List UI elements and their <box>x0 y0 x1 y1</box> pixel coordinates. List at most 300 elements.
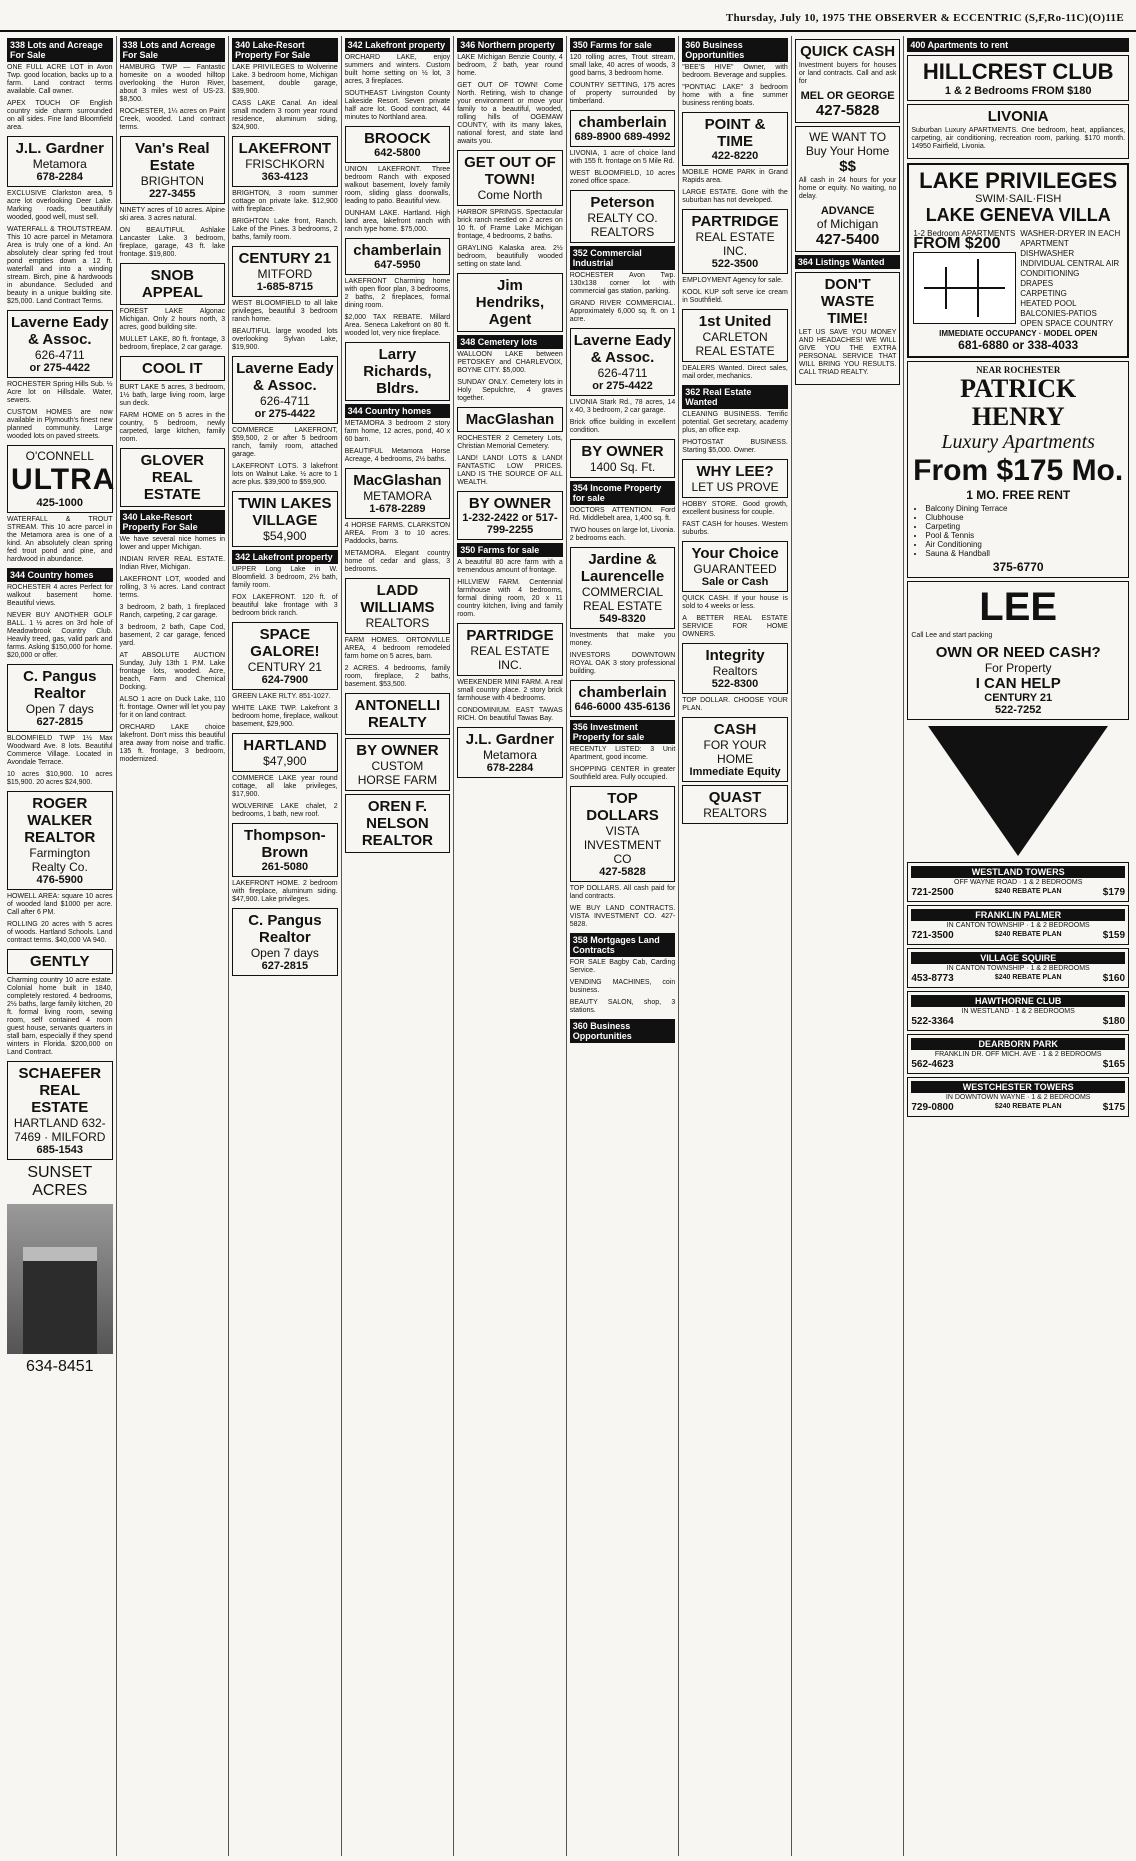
location-map <box>913 252 1016 324</box>
sign-line-1: chamberlain <box>353 242 442 259</box>
classified-ad: FARM HOMES. ORTONVILLE AREA, 4 bedroom remodeled farm home on 5 acres, barn. <box>344 637 451 660</box>
realtor-sign <box>345 342 451 401</box>
realtor-sign <box>120 448 226 507</box>
classified-ad: LAKE Michigan Benzie County, 4 bedroom, 2 bath, year round home. <box>457 54 563 77</box>
section-heading: 356 Investment Property for sale <box>570 720 676 744</box>
sign-line-1: Laverne Eady & Assoc. <box>236 360 334 394</box>
apartment-complex-list <box>907 862 1129 1117</box>
complex-price-row <box>911 973 1125 984</box>
sign-phone: or 275-4422 <box>592 380 653 392</box>
livonia-title: LIVONIA <box>987 108 1049 125</box>
classified-ad: METAMORA. Elegant country home of cedar and glass, 3 bedrooms. <box>344 550 451 573</box>
sign-phone: 647-5950 <box>374 259 421 271</box>
sign-line-1: J.L. Gardner <box>465 731 555 748</box>
sign-line-1: GET OUT OF TOWN! <box>464 154 556 188</box>
amenity-item: WASHER-DRYER IN EACH APARTMENT <box>1020 229 1121 248</box>
realtor-sign <box>345 578 451 634</box>
sign-phone: 261-5080 <box>261 861 309 873</box>
masthead <box>0 8 1136 30</box>
realtor-sign <box>232 356 338 424</box>
classified-ad: LAKEFRONT Charming home with open floor plan, 3 bedrooms, 2 baths, 2 fireplaces, formal dining room. <box>344 278 451 309</box>
dollar-sign: $$ <box>839 158 856 175</box>
lake-phone: 681-6880 or 338-4033 <box>958 338 1079 352</box>
complex-phone: 721-3500 <box>911 930 954 941</box>
sign-line-2: REALTY CO. REALTORS <box>587 211 658 239</box>
complex-phone: 522-3364 <box>911 1016 954 1027</box>
sign-line-2: REALTORS <box>365 616 430 630</box>
realtor-sign <box>232 733 338 772</box>
complex-detail: FRANKLIN DR. OFF MICH. AVE · 1 & 2 BEDROOMS <box>934 1051 1102 1058</box>
realtor-sign <box>682 112 788 166</box>
sign-line-1: Peterson <box>590 194 655 211</box>
classified-ad: A BETTER REAL ESTATE SERVICE FOR HOME OWNERS. <box>682 615 788 638</box>
complex-price-row <box>911 1016 1125 1027</box>
realtor-sign <box>345 794 451 853</box>
sign-line-1: SNOB APPEAL <box>141 267 203 301</box>
classified-ad: LAKE PRIVILEGES to Wolverine Lake. 3 bedroom home, Michigan basement, double garage, $39,900. <box>232 64 338 95</box>
sign-line-2: Realtors <box>712 664 758 678</box>
advance-sub: of Michigan <box>816 217 879 231</box>
sign-line-1: GENTLY <box>30 953 90 970</box>
realtor-sign <box>682 209 788 274</box>
classified-ad: GET OUT OF TOWN! Come North. Retiring, wish to change your environment or move your family to a beautiful, wooded, rolling hills of OGEMAW COUNTY, with its many lakes, national forest, and state land awaits you. <box>457 82 563 145</box>
complex-name: WESTCHESTER TOWERS <box>911 1081 1125 1093</box>
classified-ad: 10 acres $10,900. 10 acres $15,900. 20 acres $24,900. <box>7 771 113 786</box>
advance-phone: 427-5400 <box>815 231 880 248</box>
complex-price: $160 <box>1102 973 1126 984</box>
section-heading: 352 Commercial Industrial <box>570 246 676 270</box>
complex-price-row <box>911 930 1125 941</box>
realtor-sign <box>682 643 788 694</box>
sign-line-1: WHY LEE? <box>696 463 774 480</box>
realtor-sign <box>682 541 788 592</box>
sign-line-1: SCHAEFER REAL ESTATE <box>18 1065 102 1116</box>
lake-geneva-villa-ad <box>907 163 1129 358</box>
sign-line-1: Integrity <box>705 647 765 664</box>
classified-ad: "PONTIAC LAKE" 3 bedroom home with a fine summer business renting boats. <box>682 84 788 107</box>
dont-waste-title: DON'T WASTE TIME! <box>820 276 875 327</box>
classified-ad: WEST BLOOMFIELD, 10 acres zoned office space. <box>569 170 676 185</box>
sign-line-2: 626-4711 <box>259 394 310 408</box>
section-heading: 350 Farms for sale <box>457 543 563 557</box>
sign-line-2: 626-4711 <box>597 366 648 380</box>
classified-ad: COMMERCE LAKEFRONT, $59,500, 2 or after 5 bedroom ranch, family room, attached garage. <box>232 427 338 458</box>
sign-line-1: GLOVER REAL ESTATE <box>140 452 204 503</box>
classified-ad: FOREST LAKE Algonac Michigan. Only 2 hours north, 3 acres, good building site. <box>119 308 226 331</box>
classified-ad: COUNTRY SETTING, 175 acres of property surrounded by timberland. <box>569 82 676 105</box>
column-2 <box>117 36 230 1856</box>
classified-ad: LAKEFRONT LOT, wooded and rolling, 3 ½ acres. Land contract terms. <box>119 576 226 599</box>
classified-ad: BEAUTIFUL large wooded lots overlooking Sylvan Lake, $19,900. <box>232 328 338 351</box>
sign-line-1: BY OWNER <box>468 495 552 512</box>
sign-line-1: ROGER WALKER REALTOR <box>24 795 96 846</box>
classified-ad: VENDING MACHINES, coin business. <box>569 979 676 994</box>
complex-price: $179 <box>1102 887 1126 898</box>
sign-line-2: FRISCHKORN <box>245 157 325 171</box>
realtor-sign <box>682 459 788 498</box>
down-arrow-graphic <box>928 726 1108 856</box>
classified-ad: BRIGHTON Lake front, Ranch. Lake of the Pines. 3 bedrooms, 2 baths, family room. <box>232 218 338 241</box>
classified-ad: HARBOR SPRINGS. Spectacular brick ranch nestled on 2 acres on 10 ft. of Frame Lake Michigan frontage, 4 bedrooms, 2 baths. <box>457 209 563 240</box>
sign-phone: 227-3455 <box>149 188 196 200</box>
bedroom-label: 1-2 Bedroom APARTMENTS <box>913 229 1016 238</box>
classified-ad: ALSO 1 acre on Duck Lake, 110 ft. frontage. Owner will let you pay for it on land contract. <box>119 696 226 719</box>
complex-rebate: $240 REBATE PLAN <box>994 1103 1062 1110</box>
column-7 <box>679 36 792 1856</box>
sign-line-2: CENTURY 21 <box>247 660 322 674</box>
classified-ad: BEAUTIFUL Metamora Horse Acreage, 4 bedrooms, 2½ baths. <box>344 448 451 463</box>
sign-line-2: $54,900 <box>263 529 307 543</box>
sign-phone: Sale or Cash <box>701 576 769 588</box>
classified-ad: LIVONIA, 1 acre of choice land with 155 ft. frontage on 5 Mile Rd. <box>569 150 676 165</box>
classified-ad: SHOPPING CENTER in greater Southfield area. Fully occupied. <box>569 766 676 781</box>
sign-line-1: HARTLAND <box>243 737 327 754</box>
classified-ad: FOX LAKEFRONT. 120 ft. of beautiful lake frontage with 3 bedroom brick ranch. <box>232 594 338 617</box>
classified-ad: KOOL KUP soft serve ice cream in Southfield. <box>682 289 788 304</box>
classified-ad: LAKEFRONT LOTS. 3 lakefront lots on Walnut Lake. ½ acre to 1 acre plus. $39,900 to $59,900. <box>232 463 338 486</box>
swim-sail-fish: SWIM·SAIL·FISH <box>975 193 1062 205</box>
dateline: Thursday, July 10, 1975 THE OBSERVER & ECCENTRIC (S,F,Ro-11C)(O)11E <box>725 12 1124 24</box>
complex-ad <box>907 862 1129 902</box>
section-heading: 360 Business Opportunities <box>682 38 788 62</box>
classified-ad: WHITE LAKE TWP. Lakefront 3 bedroom home, fireplace, walkout basement, $29,900. <box>232 705 338 728</box>
livonia-body: Suburban Luxury APARTMENTS. One bedroom, heat, appliances, carpeting, air conditioning, recreation room, parking. $170 month. 14950 Fairfield, Livonia. <box>911 127 1126 150</box>
classified-ad: COMMERCE LAKE year round cottage, all lake privileges, $17,900. <box>232 775 338 798</box>
sign-line-1: CASH <box>713 721 757 738</box>
classified-ad: ROCHESTER, 1¼ acres on Paint Creek, wooded. Land contract terms. <box>119 108 226 131</box>
classified-ad: ROCHESTER 2 Cemetery Lots, Christian Memorial Cemetery. <box>457 435 563 450</box>
classified-ad: WATERFALL & TROUTSTREAM. This 10 acre parcel in Metamora Area is truly one of a kind. An absolutely clear spring fed trout pond empties down a 12 ft. waterfall and into a winding stream. Birch, pine & hardwoods in abundance. Secluded and beauty in a unique building site. $25,000. Land Contract Terms. <box>7 226 113 305</box>
classified-ad: INDIAN RIVER REAL ESTATE. Indian River, Michigan. <box>119 556 226 571</box>
realtor-sign <box>7 136 113 187</box>
livonia-ad <box>907 104 1129 159</box>
realtor-sign <box>232 136 338 187</box>
sign-line-1: Laverne Eady & Assoc. <box>11 314 109 348</box>
classified-ad: EXCLUSIVE Clarkston area, 5 acre lot overlooking Deer Lake. Marking roads, beautifully wooded, good well, must sell. <box>7 190 113 221</box>
classified-ad: "BEE'S HIVE" Owner, with bedroom. Beverage and supplies. <box>682 64 788 79</box>
realtor-sign <box>457 407 563 432</box>
sign-line-1: PARTRIDGE <box>691 213 779 230</box>
classified-ad: ROCHESTER Spring Hills Sub. ½ Acre lot on Hillsdale. Water, sewers. <box>7 381 113 404</box>
photo-ad-phone: 634-8451 <box>25 1358 94 1375</box>
classified-ad: 120 rolling acres, Trout stream, small lake, 40 acres of woods, 3 good barns, 3 bedroom home. <box>569 54 676 77</box>
amenity-item: • Carpeting <box>925 522 1125 531</box>
realtor-sign <box>120 356 226 381</box>
sign-line-1: TOP DOLLARS <box>586 790 659 824</box>
sign-line-1: O'CONNELL <box>25 449 94 463</box>
quick-cash-body: Investment buyers for houses or land contracts. Call and ask for <box>798 62 897 85</box>
classified-ad: LARGE ESTATE. Gone with the suburban has not developed. <box>682 189 788 204</box>
classified-ad: QUICK CASH. If your house is sold to 4 weeks or less. <box>682 595 788 610</box>
sign-phone: 1-678-2289 <box>369 503 426 515</box>
realtor-sign <box>7 791 113 890</box>
sign-phone: 522-3500 <box>711 258 759 270</box>
section-heading: 354 Income Property for sale <box>570 481 676 505</box>
section-heading: 360 Business Opportunities <box>570 1019 676 1043</box>
quick-cash-phone: 427-5828 <box>815 102 880 119</box>
sign-phone: 689-8900 689-4992 <box>574 131 671 143</box>
ph-phone: 375-6770 <box>992 560 1044 574</box>
lee-century: CENTURY 21 <box>984 692 1053 704</box>
column-5 <box>454 36 567 1856</box>
sign-line-1: QUAST <box>708 789 762 806</box>
classified-ad: TOP DOLLARS. All cash paid for land contracts. <box>569 885 676 900</box>
realtor-sign <box>682 717 788 782</box>
section-heading: 348 Cemetery lots <box>457 335 563 349</box>
realtor-sign <box>232 246 338 297</box>
complex-phone: 453-8773 <box>911 973 954 984</box>
complex-name: HAWTHORNE CLUB <box>911 995 1125 1007</box>
sign-line-1: Thompson-Brown <box>244 827 326 861</box>
sign-line-1: MacGlashan <box>465 411 555 428</box>
classified-ad: 2 ACRES. 4 bedrooms, family room, fireplace, 2 baths, basement. $53,500. <box>344 665 451 688</box>
complex-name: DEARBORN PARK <box>911 1038 1125 1050</box>
classified-ad: WOLVERINE LAKE chalet, 2 bedrooms, 1 bath, new roof. <box>232 803 338 818</box>
patrick-henry-title: PATRICK HENRY <box>960 374 1077 431</box>
classified-ad: HOBBY STORE. Good growth, excellent business for couple. <box>682 501 788 516</box>
complex-ad <box>907 1034 1129 1074</box>
lee-title: LEE <box>979 585 1058 629</box>
realtor-sign <box>345 126 451 163</box>
column-6 <box>567 36 680 1856</box>
classified-ad: BEAUTY SALON, shop, 3 stations. <box>569 999 676 1014</box>
classified-ad: HAMBURG TWP — Fantastic homesite on a wooded hilltop overlooking the Huron River, about 3 miles west of US-23. $8,500. <box>119 64 226 103</box>
complex-detail: OFF WAYNE ROAD · 1 & 2 BEDROOMS <box>954 879 1083 886</box>
amenity-item: DISHWASHER <box>1020 249 1075 258</box>
complex-name: FRANKLIN PALMER <box>911 909 1125 921</box>
sign-line-2: VISTA INVESTMENT CO <box>583 824 662 866</box>
advance-name: ADVANCE <box>820 205 875 217</box>
realtor-sign <box>345 468 451 519</box>
realtor-sign <box>7 445 116 513</box>
lee-ad <box>907 581 1129 720</box>
complex-detail: IN DOWNTOWN WAYNE · 1 & 2 BEDROOMS <box>945 1094 1091 1101</box>
sign-line-1: Jardine & Laurencelle <box>580 551 665 585</box>
classified-ad: LAND! LAND! LOTS & LAND! FANTASTIC LOW PRICES. LAND IS THE SOURCE OF ALL WEALTH. <box>457 455 563 486</box>
sign-line-1: Larry Richards, Bldrs. <box>363 346 432 397</box>
sign-line-2: Farmington Realty Co. <box>29 846 91 874</box>
section-heading: 342 Lakefront property <box>232 550 338 564</box>
classified-ad: LIVONIA Stark Rd., 78 acres, 14 x 40, 3 bedroom, 2 car garage. <box>569 399 676 414</box>
classified-ad: WEEKENDER MINI FARM. A real small country place. 2 story brick farmhouse with 4 bedrooms. <box>457 679 563 702</box>
sign-phone: 678-2284 <box>486 762 534 774</box>
sign-line-2: Come North <box>477 188 543 202</box>
sign-phone: 646-6000 435-6136 <box>574 701 671 713</box>
classified-ad: CLEANING BUSINESS. Terrific potential. Get secretary, academy plus, an office exp. <box>682 411 788 434</box>
hillcrest-title: HILLCREST CLUB <box>922 59 1114 84</box>
sign-line-1: BROOCK <box>364 130 431 147</box>
sign-line-2: Metamora <box>482 748 537 762</box>
sign-line-1: Van's Real Estate <box>135 140 210 174</box>
classified-ad: APEX TOUCH OF English country side charm surrounded on all sides. Fine land Bloomfield area. <box>7 100 113 131</box>
amenity-item: BALCONIES-PATIOS <box>1020 309 1097 318</box>
complex-price: $175 <box>1102 1102 1126 1113</box>
classified-ad: WALLOON LAKE between PETOSKEY and CHARLEVOIX, BOYNE CITY. $5,000. <box>457 351 563 374</box>
classified-ad: ROLLING 20 acres with 5 acres of woods. Hartland Schools. Land contract terms. $40,000 VA 940. <box>7 921 113 944</box>
classified-ad: INVESTORS DOWNTOWN ROYAL OAK 3 story professional building. <box>569 652 676 675</box>
complex-ad <box>907 991 1129 1031</box>
sign-line-2: $47,900 <box>263 754 307 768</box>
classified-ad: BURT LAKE 5 acres, 3 bedroom, 1½ bath, large living room, large sun deck. <box>119 384 226 407</box>
realtor-sign <box>570 680 676 717</box>
sign-phone: 425-1000 <box>36 497 84 509</box>
column-8 <box>792 36 905 1856</box>
sign-phone: 685-1543 <box>36 1144 84 1156</box>
amenity-item: OPEN SPACE COUNTRY <box>1020 319 1114 328</box>
masthead-rule <box>0 30 1136 32</box>
sign-phone: 363-4123 <box>261 171 309 183</box>
column-3 <box>229 36 342 1856</box>
complex-price: $165 <box>1102 1059 1126 1070</box>
complex-rebate: $240 REBATE PLAN <box>994 888 1062 895</box>
classified-ad: EMPLOYMENT Agency for sale. <box>682 277 783 284</box>
sign-phone: 627-2815 <box>36 716 84 728</box>
sign-line-2: ULTRA <box>11 463 116 496</box>
dont-waste-body: LET US SAVE YOU MONEY AND HEADACHES! WE WILL GIVE YOU THE EXTRA PERSONAL SERVICE THAT WILL BRING YOU RESULTS. CALL TRIAD REALTY. <box>798 329 897 376</box>
classified-ad: $2,000 TAX REBATE. Millard Area. Seneca Lakefront on 80 ft. wooded lot, very nice fireplace. <box>344 314 451 337</box>
sign-line-1: C. Pangus Realtor <box>248 912 322 946</box>
classified-ad: GRAND RIVER COMMERCIAL. Approximately 6,000 sq. ft. on 1 acre. <box>569 300 676 323</box>
sign-line-2: 1400 Sq. Ft. <box>589 460 656 474</box>
sign-line-1: CENTURY 21 <box>238 250 332 267</box>
lee-question: OWN OR NEED CASH? <box>935 644 1101 661</box>
sign-phone: 1-685-8715 <box>256 281 313 293</box>
classified-ad: HOWELL AREA: square 10 acres of wooded land $1000 per acre. Call after 6 PM. <box>7 893 113 916</box>
realtor-sign <box>570 190 676 243</box>
realtor-sign <box>570 786 676 882</box>
sign-phone: 1-232-2422 or 517-799-2255 <box>462 512 558 536</box>
sign-line-2: REAL ESTATE INC. <box>470 644 550 672</box>
section-heading: 362 Real Estate Wanted <box>682 385 788 409</box>
house-photo <box>7 1204 113 1354</box>
classified-ad: 3 bedroom, 2 bath, 1 fireplaced Ranch, carpeting, 2 car garage. <box>119 604 226 619</box>
classified-ad: ORCHARD LAKE, enjoy summers and winters. Custom built home setting on ½ lot, 3 acres, 3 fireplaces. <box>344 54 451 85</box>
classified-ad: TOP DOLLAR. CHOOSE YOUR PLAN. <box>682 697 788 712</box>
sign-phone: 624-7900 <box>261 674 309 686</box>
realtor-sign <box>232 908 338 976</box>
section-heading: 340 Lake-Resort Property For Sale <box>120 510 226 534</box>
amenity-item: • Clubhouse <box>925 513 1125 522</box>
sign-phone: 627-2815 <box>261 960 309 972</box>
lee-help: I CAN HELP <box>975 675 1061 692</box>
classified-ad: UPPER Long Lake in W. Bloomfield. 3 bedroom, 2½ bath, family room. <box>232 566 338 589</box>
complex-detail: IN WESTLAND · 1 & 2 BEDROOMS <box>961 1008 1075 1015</box>
realtor-sign <box>570 547 676 629</box>
realtor-sign <box>7 664 113 732</box>
sign-line-1: SPACE GALORE! <box>250 626 320 660</box>
classified-ad: TWO houses on large lot, Livonia. 2 bedrooms each. <box>569 527 676 542</box>
occupancy-note: IMMEDIATE OCCUPANCY · MODEL OPEN <box>939 329 1098 338</box>
realtor-sign <box>570 439 676 478</box>
classified-ad: SUNDAY ONLY. Cemetery lots in Holy Sepulchre, 4 graves together. <box>457 379 563 402</box>
classified-ad: We have several nice homes in lower and upper Michigan. <box>119 536 226 551</box>
realtor-sign <box>120 136 226 204</box>
patrick-henry-ad <box>907 361 1129 578</box>
sign-line-1: LAKEFRONT <box>238 140 332 157</box>
sign-line-1: ANTONELLI REALTY <box>354 697 441 731</box>
complex-price-row <box>911 1059 1125 1070</box>
house-photo-shape <box>23 1247 97 1354</box>
complex-ad <box>907 948 1129 988</box>
lake-privileges-title: LAKE PRIVILEGES <box>919 168 1118 193</box>
classified-ad: ROCHESTER Avon Twp. 130x138 corner lot with commercial gas station, parking. <box>569 272 676 295</box>
complex-rebate: $240 REBATE PLAN <box>994 974 1062 981</box>
lee-question-2: For Property <box>984 661 1052 675</box>
amenity-item: INDIVIDUAL CENTRAL AIR CONDITIONING <box>1020 259 1120 278</box>
lake-from-price: FROM $200 <box>913 235 1001 252</box>
sign-line-2: REAL ESTATE INC. <box>695 230 775 258</box>
section-heading: 342 Lakefront property <box>345 38 451 52</box>
classified-ad: Brick office building in excellent condition. <box>569 419 676 434</box>
sign-line-1: J.L. Gardner <box>15 140 104 157</box>
classified-ad: PHOTOSTAT BUSINESS. Starting $5,000. Owner. <box>682 439 788 454</box>
complex-price: $180 <box>1102 1016 1126 1027</box>
realtor-sign <box>345 238 451 275</box>
sign-line-1: C. Pangus Realtor <box>23 668 97 702</box>
sign-line-2: Open 7 days <box>250 946 319 960</box>
we-want-title: WE WANT TO Buy Your Home <box>805 130 890 158</box>
sign-line-2: COMMERCIAL REAL ESTATE <box>581 585 664 613</box>
sign-line-2: METAMORA <box>363 489 432 503</box>
classified-ad: ONE FULL ACRE LOT in Avon Twp. good location, backs up to a farm. Land contract terms available. Call owner. <box>7 64 113 95</box>
complex-name: WESTLAND TOWERS <box>911 866 1125 878</box>
sign-line-1: LADD WILLIAMS <box>360 582 435 616</box>
sign-phone: Immediate Equity <box>689 766 781 778</box>
sign-phone: 476-5900 <box>36 874 84 886</box>
realtor-sign <box>457 623 563 676</box>
amenity-item: CARPETING <box>1020 289 1067 298</box>
classified-ad: NEVER BUY ANOTHER GOLF BALL. 1 ½ acres on 3rd hole of Meadowbrook Country Club. Heavily treed, gas, valid park and farms. Asking $150,000 for home. $20,000 or offer. <box>7 612 113 659</box>
amenities-list <box>1020 229 1123 329</box>
realtor-sign <box>345 738 451 791</box>
sign-line-1: chamberlain <box>578 684 667 701</box>
lee-phone: 522-7252 <box>994 704 1042 716</box>
classified-ad: DUNHAM LAKE. Hartland. High land area, lakefront ranch with ranch type home. $75,000. <box>344 210 451 233</box>
complex-price-row <box>911 887 1125 898</box>
sign-line-2: CUSTOM HORSE FARM <box>357 759 438 787</box>
section-heading: 358 Mortgages Land Contracts <box>570 933 676 957</box>
lake-geneva-title: LAKE GENEVA VILLA <box>925 205 1111 225</box>
sign-line-2: MITFORD <box>257 267 313 281</box>
realtor-sign <box>232 491 338 547</box>
hillcrest-ad <box>907 55 1129 101</box>
complex-rebate: $240 REBATE PLAN <box>994 931 1062 938</box>
sign-line-1: TWIN LAKES VILLAGE <box>238 495 332 529</box>
realtor-sign <box>232 823 338 877</box>
ph-price: From $175 Mo. <box>913 454 1124 487</box>
classified-ad: CONDOMINIUM. EAST TAWAS RICH. On beautiful Tawas Bay. <box>457 707 563 722</box>
sign-line-1: POINT & TIME <box>704 116 766 150</box>
classified-ad: WEST BLOOMFIELD to all lake privileges, beautiful 3 bedroom ranch home. <box>232 300 338 323</box>
classified-ad: Charming country 10 acre estate. Colonial home built in 1840, completely restored. 4 bedrooms, 2½ baths, large family kitchen, 20 ft. formal living room, sewing room, self contained 4 room guest house, servants quarters in stall barn, especially if they spend winters in Florida. $200,000 on Land Contract. <box>7 977 113 1056</box>
complex-detail: IN CANTON TOWNSHIP · 1 & 2 BEDROOMS <box>946 965 1090 972</box>
realtor-sign <box>345 693 451 735</box>
classified-ad: DEALERS Wanted. Direct sales, mail order, mechanics. <box>682 365 788 380</box>
sign-line-2: Open 7 days <box>25 702 94 716</box>
sign-line-1: BY OWNER <box>581 443 664 460</box>
complex-price: $159 <box>1102 930 1126 941</box>
sign-line-1: MacGlashan <box>353 472 442 489</box>
listings-wanted-head: 364 Listings Wanted <box>795 255 901 269</box>
section-heading: 350 Farms for sale <box>570 38 676 52</box>
sign-phone: 422-8220 <box>711 150 759 162</box>
complex-name: VILLAGE SQUIRE <box>911 952 1125 964</box>
realtor-sign <box>570 110 676 147</box>
classified-ad: BRIGHTON, 3 room summer cottage on private lake. $12,900 with fireplace. <box>232 190 338 213</box>
sign-line-1: chamberlain <box>578 114 667 131</box>
sign-line-1: BY OWNER <box>356 742 439 759</box>
classified-ad: DOCTORS ATTENTION. Ford Rd. Middlebelt area, 1,400 sq. ft. <box>569 507 676 522</box>
